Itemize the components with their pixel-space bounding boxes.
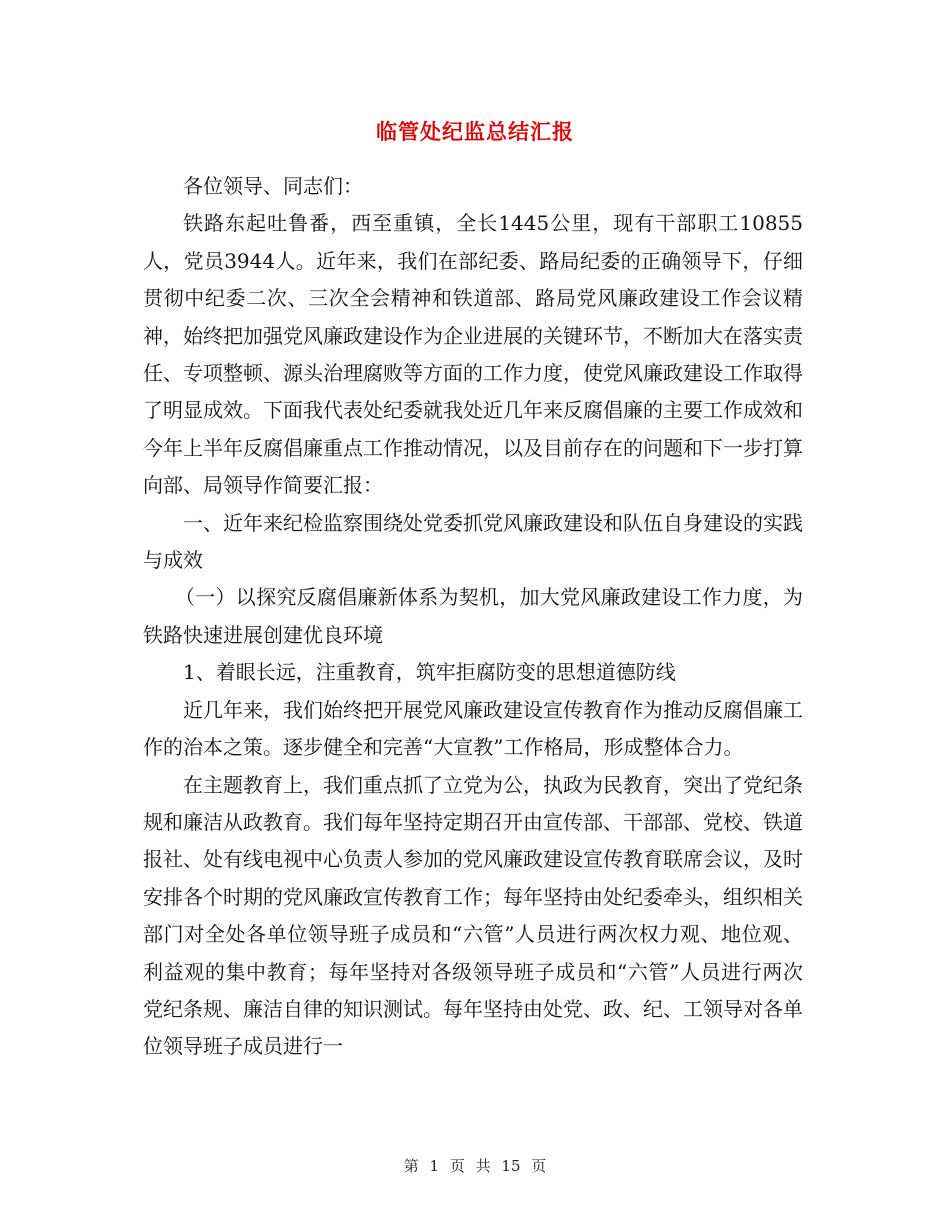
footer-total-pages: 15 [501,1157,521,1175]
intro-paragraph: 铁路东起吐鲁番，西至重镇，全长1445公里，现有干部职工10855人，党员3944人。近年来，我们在部纪委、路局纪委的正确领导下，仔细贯彻中纪委二次、三次全会精神和铁道部、路局党风廉政建设工作会议精神，始终把加强党风廉政建设作为企业进展的关键环节，不断加大在落实责任、专项整顿、源头治理腐败等方面的工作力度，使党风廉政建设工作取得了明显成效。下面我代表处纪委就我处近几年来反腐倡廉的主要工作成效和今年上半年反腐倡廉重点工作推动情况，以及目前存在的问题和下一步打算向部、局领导作简要汇报： [143,211,803,498]
theme-education-paragraph: 在主题教育上，我们重点抓了立党为公，执政为民教育，突出了党纪条规和廉洁从政教育。我们每年坚持定期召开由宣传部、干部部、党校、铁道报社、处有线电视中心负责人参加的党风廉政建设宣传教育联席会议，及时安排各个时期的党风廉政宣传教育工作；每年坚持由处纪委牵头，组织相关部门对全处各单位领导班子成员和“六管”人员进行两次权力观、地位观、利益观的集中教育；每年坚持对各级领导班子成员和“六管”人员进行两次党纪条规、廉洁自律的知识测试。每年坚持由处党、政、纪、工领导对各单位领导班子成员进行一 [143,772,803,1059]
footer-current-page: 1 [429,1157,440,1175]
education-paragraph: 近几年来，我们始终把开展党风廉政建设宣传教育作为推动反腐倡廉工作的治本之策。逐步健全和完善“大宣教”工作格局，形成整体合力。 [143,697,803,760]
footer-page-word: 页 [449,1157,465,1175]
footer-total-word: 共 [475,1157,491,1175]
subsection-heading-1: （一）以探究反腐倡廉新体系为契机，加大党风廉政建设工作力度，为铁路快速进展创建优良环境 [143,585,803,647]
document-title: 临管处纪监总结汇报 [376,119,574,144]
section-heading-1: 一、近年来纪检监察围绕处党委抓党风廉政建设和队伍自身建设的实践与成效 [143,510,803,573]
page-footer [0,1155,950,1176]
footer-suffix: 页 [531,1157,547,1175]
item-heading-1: 1、着眼长远，注重教育，筑牢拒腐防变的思想道德防线 [183,660,676,685]
footer-prefix: 第 [403,1157,419,1175]
document-body [143,168,803,1066]
salutation-paragraph: 各位领导、同志们： [183,174,363,198]
